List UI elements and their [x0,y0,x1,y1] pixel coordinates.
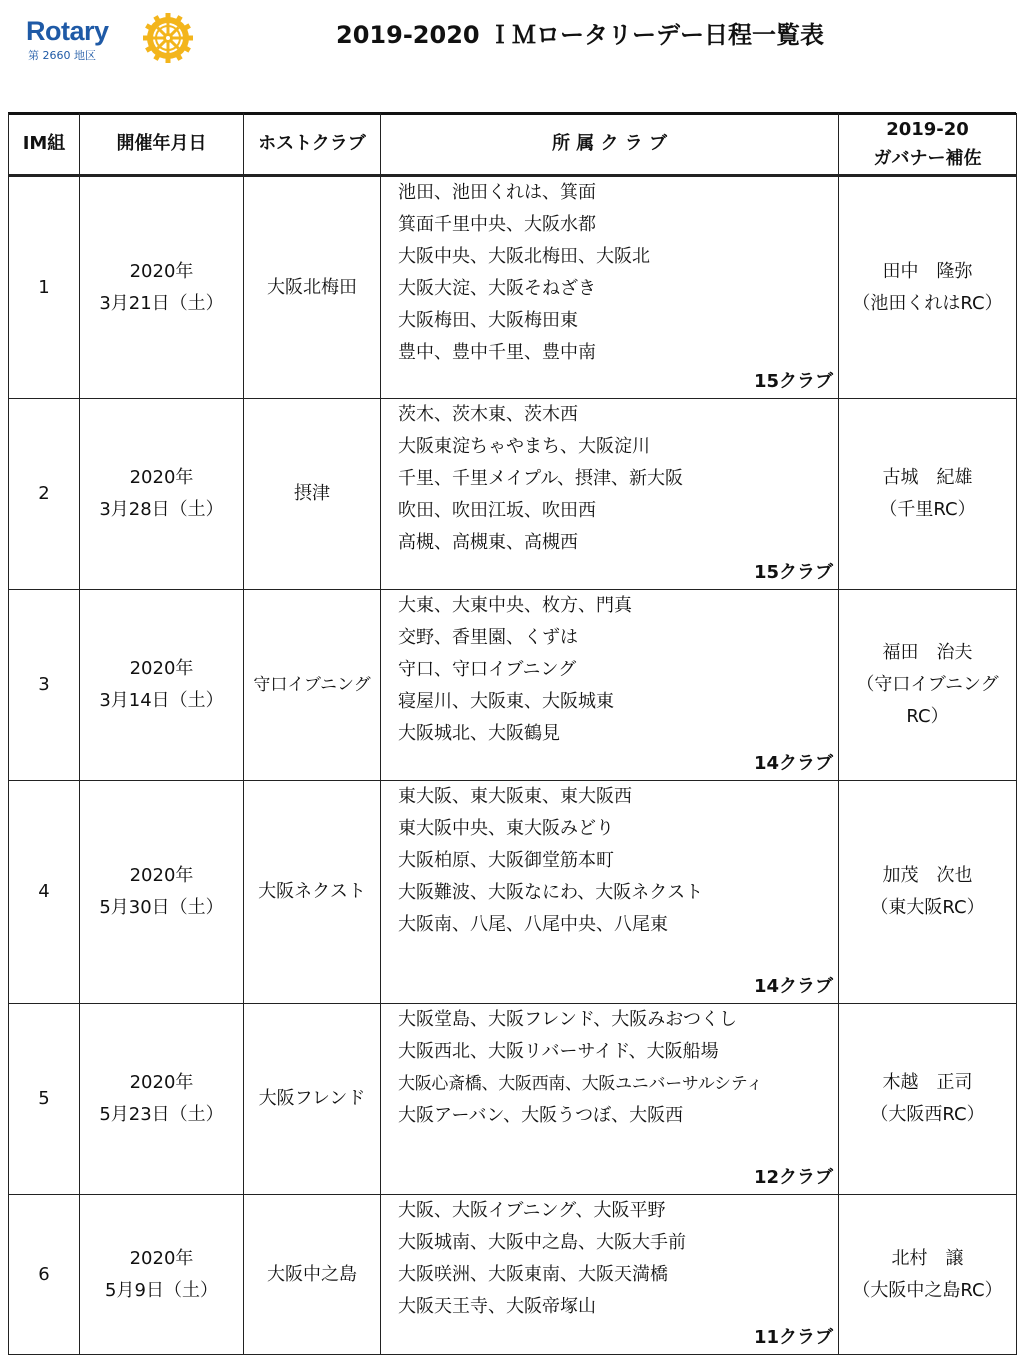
header-clubs: 所 属 ク ラ ブ [381,113,839,176]
assistant-club: （池田くれはRC） [852,292,1003,314]
club-line: 大東、大東中央、枚方、門真 [398,595,632,616]
table-row [9,176,1017,399]
club-line: 高槻、高槻東、高槻西 [398,532,578,553]
group-number: 1 [9,176,80,399]
event-day: 5月9日（土） [105,1279,218,1301]
club-line: 大阪大淀、大阪そねざき [398,278,596,299]
club-line: 大阪城北、大阪鶴見 [398,723,560,744]
group-number: 4 [9,781,80,1004]
event-year: 2020年 [129,260,194,282]
event-year: 2020年 [129,467,194,488]
club-line: 茨木、茨木東、茨木西 [398,404,578,425]
member-clubs [381,781,839,1004]
club-line: 大阪堂島、大阪フレンド、大阪みおつくし [398,1009,738,1030]
rotary-wheel-icon [142,12,194,64]
table-row [9,590,1017,781]
header-date: 開催年月日 [80,113,244,176]
group-number: 5 [9,1004,80,1195]
event-date [80,1195,244,1355]
event-date [80,399,244,590]
club-line: 東大阪、東大阪東、東大阪西 [398,786,632,807]
assistant-club: （守口イブニング [856,674,999,695]
assistant-name: 加茂 次也 [882,865,973,886]
event-day: 3月21日（土） [99,292,224,314]
assistant-club: （大阪中之島RC） [852,1279,1003,1301]
club-line: 東大阪中央、東大阪みどり [398,818,614,839]
member-clubs [381,176,839,399]
club-line: 大阪難波、大阪なにわ、大阪ネクスト [398,882,704,903]
governor-assistant [839,590,1017,781]
event-day: 5月23日（土） [99,1104,224,1125]
club-line: 大阪南、八尾、八尾中央、八尾東 [398,914,668,935]
club-line: 大阪柏原、大阪御堂筋本町 [398,850,614,871]
club-line: 吹田、吹田江坂、吹田西 [398,500,596,521]
assistant-name: 田中 隆弥 [882,260,973,282]
governor-assistant [839,176,1017,399]
event-date [80,176,244,399]
club-line: 池田、池田くれは、箕面 [398,182,596,203]
assistant-name: 福田 治夫 [882,642,973,663]
assistant-club: （大阪西RC） [870,1104,985,1125]
club-count: 12クラブ [753,1167,833,1188]
table-row [9,1004,1017,1195]
governor-assistant [839,399,1017,590]
header-host: ホストクラブ [244,113,381,176]
host-club: 摂津 [244,399,381,590]
logo-district: 第 2660 地区 [28,49,96,62]
event-year: 2020年 [129,1247,194,1269]
assistant-name: 木越 正司 [882,1072,973,1093]
member-clubs [381,590,839,781]
header-assistant-year: 2019-20 [886,118,969,140]
governor-assistant [839,781,1017,1004]
header-assistant-title: ガバナー補佐 [873,147,982,169]
club-line: 箕面千里中央、大阪水都 [398,214,596,235]
table-row [9,399,1017,590]
governor-assistant [839,1195,1017,1355]
assistant-club-cont: RC） [906,706,949,727]
club-count: 11クラブ [753,1327,833,1348]
table-row [9,1195,1017,1355]
host-club: 大阪北梅田 [244,176,381,399]
club-count: 14クラブ [753,976,833,997]
club-count: 15クラブ [753,562,833,583]
club-line: 寝屋川、大阪東、大阪城東 [398,691,614,712]
host-club: 大阪ネクスト [244,781,381,1004]
group-number: 3 [9,590,80,781]
event-date [80,590,244,781]
assistant-name: 北村 譲 [891,1247,964,1269]
member-clubs [381,1195,839,1355]
member-clubs [381,1004,839,1195]
club-line: 大阪咲洲、大阪東南、大阪天満橋 [398,1264,668,1285]
club-line: 千里、千里メイプル、摂津、新大阪 [398,468,683,489]
group-number: 6 [9,1195,80,1355]
club-line: 大阪、大阪イブニング、大阪平野 [398,1200,666,1221]
rotary-logo [26,12,176,68]
club-line: 大阪中央、大阪北梅田、大阪北 [398,246,650,267]
club-count: 14クラブ [753,753,833,774]
club-line: 大阪城南、大阪中之島、大阪大手前 [398,1232,686,1253]
logo-wordmark: Rotary [26,16,109,46]
table-row [9,781,1017,1004]
table-header-row [9,113,1017,176]
event-year: 2020年 [129,658,194,679]
header-assistant [839,113,1017,176]
club-line: 大阪梅田、大阪梅田東 [398,310,578,331]
event-day: 5月30日（土） [99,897,224,918]
host-club: 大阪中之島 [244,1195,381,1355]
club-line: 交野、香里園、くずは [398,627,578,648]
header-group: IM組 [9,113,80,176]
member-clubs [381,399,839,590]
club-line: 大阪天王寺、大阪帝塚山 [398,1296,596,1317]
club-line: 大阪西北、大阪リバーサイド、大阪船場 [398,1041,719,1062]
group-number: 2 [9,399,80,590]
club-line: 大阪心斎橋、大阪西南、大阪ユニバーサルシティ [398,1074,763,1094]
im-schedule-table [8,113,1017,1355]
event-year: 2020年 [129,865,194,886]
event-year: 2020年 [129,1072,194,1093]
club-line: 豊中、豊中千里、豊中南 [398,342,596,363]
assistant-club: （千里RC） [879,499,976,520]
host-club: 大阪フレンド [244,1004,381,1195]
event-day: 3月14日（土） [99,690,224,711]
event-date [80,781,244,1004]
club-line: 大阪東淀ちゃやまち、大阪淀川 [398,436,650,457]
governor-assistant [839,1004,1017,1195]
club-line: 大阪アーバン、大阪うつぼ、大阪西 [398,1105,684,1126]
event-date [80,1004,244,1195]
club-count: 15クラブ [753,371,833,392]
assistant-club: （東大阪RC） [870,897,985,918]
club-line: 守口、守口イブニング [398,659,577,680]
host-club: 守口イブニング [244,590,381,781]
event-day: 3月28日（土） [99,499,224,520]
page-title: 2019-2020 ＩＭロータリーデー日程一覧表 [336,21,824,49]
assistant-name: 古城 紀雄 [882,467,973,488]
